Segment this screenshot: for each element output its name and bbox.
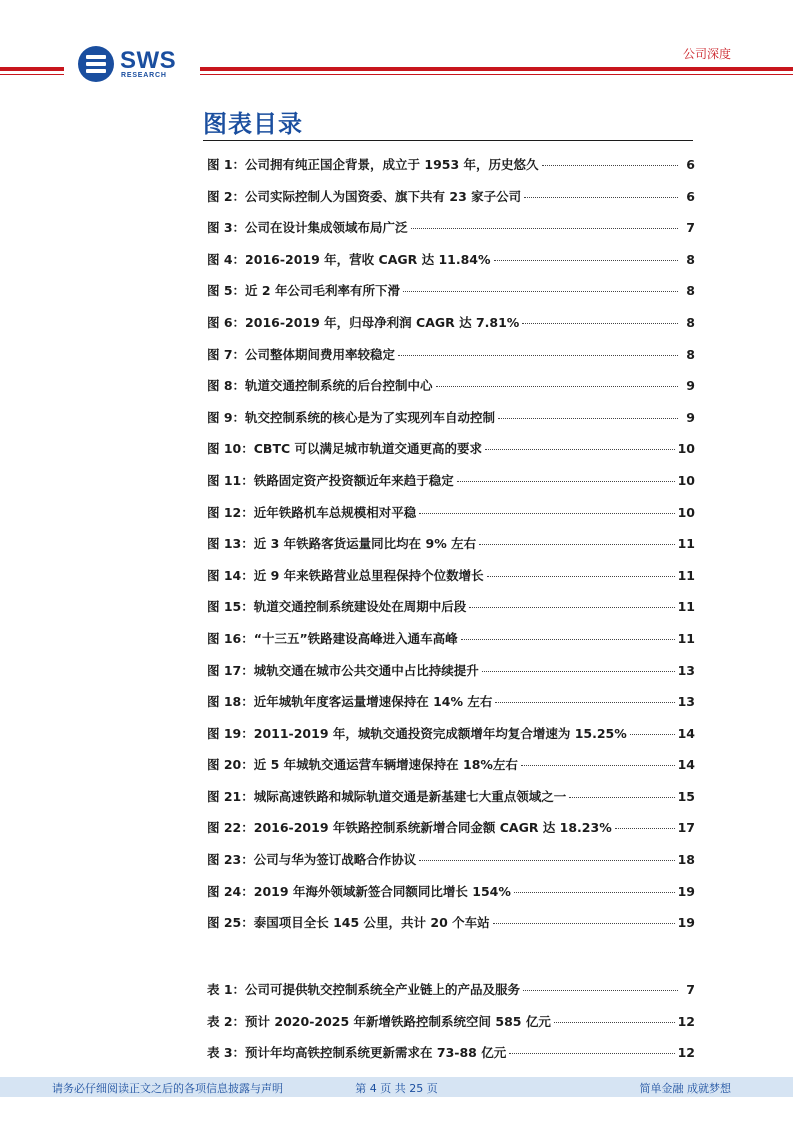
figure-toc-entry[interactable]: [207, 369, 695, 401]
figure-index-list: [207, 148, 695, 938]
dot-leader: [522, 323, 678, 324]
dot-leader: [494, 260, 678, 261]
figure-toc-entry[interactable]: [207, 811, 695, 843]
toc-entry-label: 表 2：预计 2020-2025 年新增铁路控制系统空间 585 亿元: [207, 1013, 551, 1029]
toc-entry-page: 9: [686, 378, 695, 394]
dot-leader: [479, 544, 675, 545]
figure-toc-entry[interactable]: [207, 559, 695, 591]
toc-entry-label: 图 21：城际高速铁路和城际轨道交通是新基建七大重点领域之一: [207, 788, 567, 804]
figure-toc-entry[interactable]: [207, 685, 695, 717]
toc-entry-label: 图 19：2011-2019 年，城轨交通投资完成额增年均复合增速为 15.25%: [207, 725, 627, 741]
toc-entry-page: 6: [686, 188, 695, 204]
figure-toc-entry[interactable]: [207, 748, 695, 780]
header-rule-right-thin: [200, 74, 793, 75]
toc-entry-page: 17: [677, 820, 695, 836]
dot-leader: [495, 702, 674, 703]
toc-entry-page: 14: [677, 725, 695, 741]
dot-leader: [482, 671, 675, 672]
sws-logo: [78, 46, 188, 82]
title-divider: [203, 140, 693, 141]
dot-leader: [498, 418, 678, 419]
figure-toc-entry[interactable]: [207, 622, 695, 654]
figure-toc-entry[interactable]: [207, 306, 695, 338]
figure-toc-entry[interactable]: [207, 496, 695, 528]
toc-entry-label: 图 15：轨道交通控制系统建设处在周期中后段: [207, 599, 467, 615]
toc-entry-label: 图 22：2016-2019 年铁路控制系统新增合同金额 CAGR 达 18.23%: [207, 820, 612, 836]
dot-leader: [419, 860, 674, 861]
toc-entry-label: 图 17：城轨交通在城市公共交通中占比持续提升: [207, 662, 479, 678]
toc-entry-page: 18: [677, 852, 695, 868]
toc-entry-page: 8: [686, 251, 695, 267]
dot-leader: [485, 449, 675, 450]
dot-leader: [569, 797, 674, 798]
toc-entry-page: 9: [686, 409, 695, 425]
toc-entry-page: 10: [677, 472, 695, 488]
table-toc-entry[interactable]: [207, 973, 695, 1005]
toc-entry-page: 8: [686, 346, 695, 362]
toc-entry-label: 图 8：轨道交通控制系统的后台控制中心: [207, 378, 433, 394]
toc-entry-page: 12: [677, 1013, 695, 1029]
figure-toc-entry[interactable]: [207, 717, 695, 749]
figure-toc-entry[interactable]: [207, 211, 695, 243]
toc-entry-label: 图 9：轨交控制系统的核心是为了实现列车自动控制: [207, 409, 496, 425]
dot-leader: [514, 892, 675, 893]
toc-entry-page: 7: [686, 982, 695, 997]
figure-toc-entry[interactable]: [207, 590, 695, 622]
figure-toc-entry[interactable]: [207, 338, 695, 370]
figure-toc-entry[interactable]: [207, 654, 695, 686]
figure-toc-entry[interactable]: [207, 780, 695, 812]
figure-toc-entry[interactable]: [207, 875, 695, 907]
dot-leader: [419, 513, 674, 514]
logo-subtext: RESEARCH: [121, 72, 167, 79]
toc-entry-label: 图 4：2016-2019 年，营收 CAGR 达 11.84%: [207, 251, 491, 267]
figure-toc-entry[interactable]: [207, 432, 695, 464]
logo-emblem: [78, 46, 114, 82]
dot-leader: [487, 576, 675, 577]
figure-toc-entry[interactable]: [207, 243, 695, 275]
figure-toc-entry[interactable]: [207, 843, 695, 875]
toc-entry-label: 图 11：铁路固定资产投资额近年来趋于稳定: [207, 472, 454, 488]
dot-leader: [398, 355, 678, 356]
toc-entry-page: 11: [677, 630, 695, 646]
toc-entry-page: 11: [677, 567, 695, 583]
figure-toc-entry[interactable]: [207, 464, 695, 496]
dot-leader: [403, 291, 678, 292]
toc-entry-label: 图 20：近 5 年城轨交通运营车辆增速保持在 18%左右: [207, 757, 518, 773]
dot-leader: [523, 990, 678, 991]
report-type-tag: 公司深度: [682, 47, 731, 61]
logo-text: SWS: [120, 47, 177, 74]
dot-leader: [542, 165, 678, 166]
toc-entry-label: 图 25：泰国项目全长 145 公里，共计 20 个车站: [207, 915, 490, 931]
toc-entry-label: 图 3：公司在设计集成领域布局广泛: [207, 220, 408, 236]
toc-entry-page: 19: [677, 915, 695, 931]
dot-leader: [493, 923, 675, 924]
toc-entry-page: 11: [677, 536, 695, 552]
dot-leader: [457, 481, 675, 482]
toc-entry-label: 图 16：“十三五”铁路建设高峰进入通车高峰: [207, 630, 458, 646]
toc-entry-label: 图 7：公司整体期间费用率较稳定: [207, 346, 396, 362]
toc-entry-label: 表 3：预计年均高铁控制系统更新需求在 73-88 亿元: [207, 1045, 507, 1061]
toc-entry-label: 图 18：近年城轨年度客运量增速保持在 14% 左右: [207, 694, 493, 710]
toc-entry-label: 图 24：2019 年海外领域新签合同额同比增长 154%: [207, 883, 511, 899]
toc-entry-page: 7: [686, 220, 695, 236]
table-index-list: [207, 973, 695, 1068]
header-rule-left-thin: [0, 74, 64, 75]
toc-entry-label: 图 13：近 3 年铁路客货运量同比均在 9% 左右: [207, 536, 477, 552]
dot-leader: [630, 734, 675, 735]
toc-entry-page: 15: [677, 788, 695, 804]
toc-entry-page: 10: [677, 504, 695, 520]
page-header: [0, 0, 793, 90]
toc-entry-label: 图 2：公司实际控制人为国资委、旗下共有 23 家子公司: [207, 188, 522, 204]
toc-entry-label: 表 1：公司可提供轨交控制系统全产业链上的产品及服务: [207, 982, 521, 997]
toc-entry-page: 14: [677, 757, 695, 773]
dot-leader: [521, 765, 675, 766]
header-rule-right: [200, 67, 793, 71]
dot-leader: [524, 197, 678, 198]
toc-entry-page: 6: [686, 157, 695, 172]
footer-slogan: 简单金融 成就梦想: [639, 1082, 731, 1095]
toc-entry-label: 图 14：近 9 年来铁路营业总里程保持个位数增长: [207, 567, 484, 583]
toc-entry-label: 图 23：公司与华为签订战略合作协议: [207, 852, 417, 868]
toc-entry-label: 图 5：近 2 年公司毛利率有所下滑: [207, 283, 400, 299]
header-rule-left: [0, 67, 64, 71]
page-footer: [0, 1077, 793, 1097]
toc-entry-page: 19: [677, 883, 695, 899]
toc-entry-label: 图 1：公司拥有纯正国企背景，成立于 1953 年，历史悠久: [207, 157, 539, 172]
dot-leader: [461, 639, 675, 640]
footer-page-info: 第 4 页 共 25 页: [355, 1082, 438, 1095]
dot-leader: [411, 228, 678, 229]
toc-entry-page: 10: [677, 441, 695, 457]
toc-entry-page: 8: [686, 314, 695, 330]
dot-leader: [615, 828, 675, 829]
dot-leader: [469, 607, 674, 608]
table-toc-entry[interactable]: [207, 1005, 695, 1037]
toc-entry-page: 12: [677, 1045, 695, 1061]
page-title: 图表目录: [203, 110, 303, 138]
figure-toc-entry[interactable]: [207, 148, 695, 180]
toc-entry-page: 13: [677, 662, 695, 678]
toc-entry-page: 11: [677, 599, 695, 615]
toc-entry-page: 13: [677, 694, 695, 710]
figure-toc-entry[interactable]: [207, 180, 695, 212]
toc-entry-label: 图 12：近年铁路机车总规模相对平稳: [207, 504, 417, 520]
dot-leader: [554, 1022, 675, 1023]
footer-disclaimer: 请务必仔细阅读正文之后的各项信息披露与声明: [52, 1082, 283, 1095]
toc-entry-label: 图 6：2016-2019 年，归母净利润 CAGR 达 7.81%: [207, 314, 520, 330]
table-toc-entry[interactable]: [207, 1036, 695, 1068]
figure-toc-entry[interactable]: [207, 401, 695, 433]
toc-entry-page: 8: [686, 283, 695, 299]
dot-leader: [436, 386, 678, 387]
figure-toc-entry[interactable]: [207, 274, 695, 306]
figure-toc-entry[interactable]: [207, 527, 695, 559]
figure-toc-entry[interactable]: [207, 906, 695, 938]
toc-entry-label: 图 10：CBTC 可以满足城市轨道交通更高的要求: [207, 441, 483, 457]
dot-leader: [509, 1053, 674, 1054]
